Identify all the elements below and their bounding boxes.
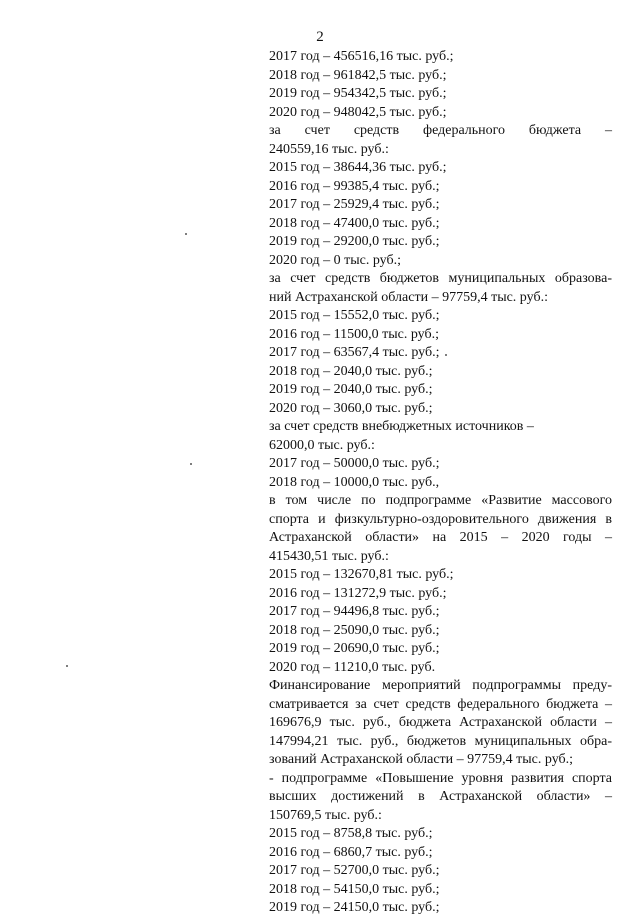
text-line: 2019 год – 29200,0 тыс. руб.; <box>269 234 440 249</box>
text-line: 2018 год – 54150,0 тыс. руб.; <box>269 881 440 897</box>
text-line: 2019 год – 954342,5 тыс. руб.; <box>269 86 447 101</box>
text-line: 2018 год – 2040,0 тыс. руб.; <box>269 363 433 379</box>
text-line: в том числе по подпрограмме «Развитие массового <box>269 493 612 508</box>
text-line: 169676,9 тыс. руб., бюджета Астраханской области – <box>269 715 612 730</box>
text-line: 2017 год – 50000,0 тыс. руб.; <box>269 456 440 471</box>
text-line: за счет средств федерального бюджета – <box>269 123 612 138</box>
text-line: за счет средств бюджетов муниципальных образова- <box>269 271 612 286</box>
text-line: 2020 год – 11210,0 тыс. руб. <box>269 659 436 675</box>
text-line: 2019 год – 24150,0 тыс. руб.; <box>269 900 440 915</box>
text-line: 2015 год – 15552,0 тыс. руб.; <box>269 308 440 323</box>
text-line: 2019 год – 2040,0 тыс. руб.; <box>269 382 433 397</box>
text-line: 2018 год – 47400,0 тыс. руб.; <box>269 215 440 231</box>
scan-speck <box>66 665 68 667</box>
text-line: Астраханской области» на 2015 – 2020 годы – <box>269 530 612 545</box>
text-line: зований Астраханской области – 97759,4 тыс. руб.; <box>269 752 574 767</box>
text-line: 240559,16 тыс. руб.: <box>269 141 389 157</box>
text-line: спорта и физкультурно-оздоровительного движения в <box>269 511 612 527</box>
text-line: 2016 год – 6860,7 тыс. руб.; <box>269 844 433 860</box>
text-line: 2017 год – 52700,0 тыс. руб.; <box>269 863 440 878</box>
scan-speck <box>185 233 187 235</box>
text-line: 2018 год – 961842,5 тыс. руб.; <box>269 67 447 83</box>
scan-speck <box>445 354 447 356</box>
text-line: высших достижений в Астраханской области» – <box>269 789 612 804</box>
text-line: 2018 год – 10000,0 тыс. руб., <box>269 474 440 490</box>
text-line: 2015 год – 38644,36 тыс. руб.; <box>269 160 447 175</box>
text-line: 62000,0 тыс. руб.: <box>269 437 375 453</box>
text-line: 2015 год – 132670,81 тыс. руб.; <box>269 567 454 582</box>
text-line: 2017 год – 25929,4 тыс. руб.; <box>269 197 440 212</box>
text-line: сматривается за счет средств федерального бюджета – <box>269 696 612 712</box>
text-line: 2016 год – 99385,4 тыс. руб.; <box>269 178 440 194</box>
page-number: 2 <box>316 29 324 45</box>
text-line: 2020 год – 0 тыс. руб.; <box>269 252 401 268</box>
scan-speck <box>190 463 192 465</box>
text-line: за счет средств внебюджетных источников – <box>269 419 534 434</box>
text-line: 2020 год – 3060,0 тыс. руб.; <box>269 400 433 416</box>
text-line: 2019 год – 20690,0 тыс. руб.; <box>269 641 440 656</box>
text-line: 2017 год – 94496,8 тыс. руб.; <box>269 604 440 619</box>
text-line: Финансирование мероприятий подпрограммы преду- <box>269 678 612 693</box>
text-line: 2015 год – 8758,8 тыс. руб.; <box>269 826 433 841</box>
text-line: 2018 год – 25090,0 тыс. руб.; <box>269 622 440 638</box>
text-line: 2020 год – 948042,5 тыс. руб.; <box>269 104 447 120</box>
text-line: 415430,51 тыс. руб.: <box>269 548 389 564</box>
text-line: - подпрограмме «Повышение уровня развития спорта <box>269 770 612 786</box>
document-body <box>269 48 612 918</box>
text-line: ний Астраханской области – 97759,4 тыс. руб.: <box>269 289 548 305</box>
text-line: 2017 год – 63567,4 тыс. руб.; <box>269 345 440 360</box>
text-line: 2016 год – 11500,0 тыс. руб.; <box>269 326 439 342</box>
text-line: 2016 год – 131272,9 тыс. руб.; <box>269 585 447 601</box>
text-line: 150769,5 тыс. руб.: <box>269 807 382 823</box>
text-line: 147994,21 тыс. руб., бюджетов муниципальных обра- <box>269 733 612 749</box>
text-line: 2017 год – 456516,16 тыс. руб.; <box>269 49 454 64</box>
